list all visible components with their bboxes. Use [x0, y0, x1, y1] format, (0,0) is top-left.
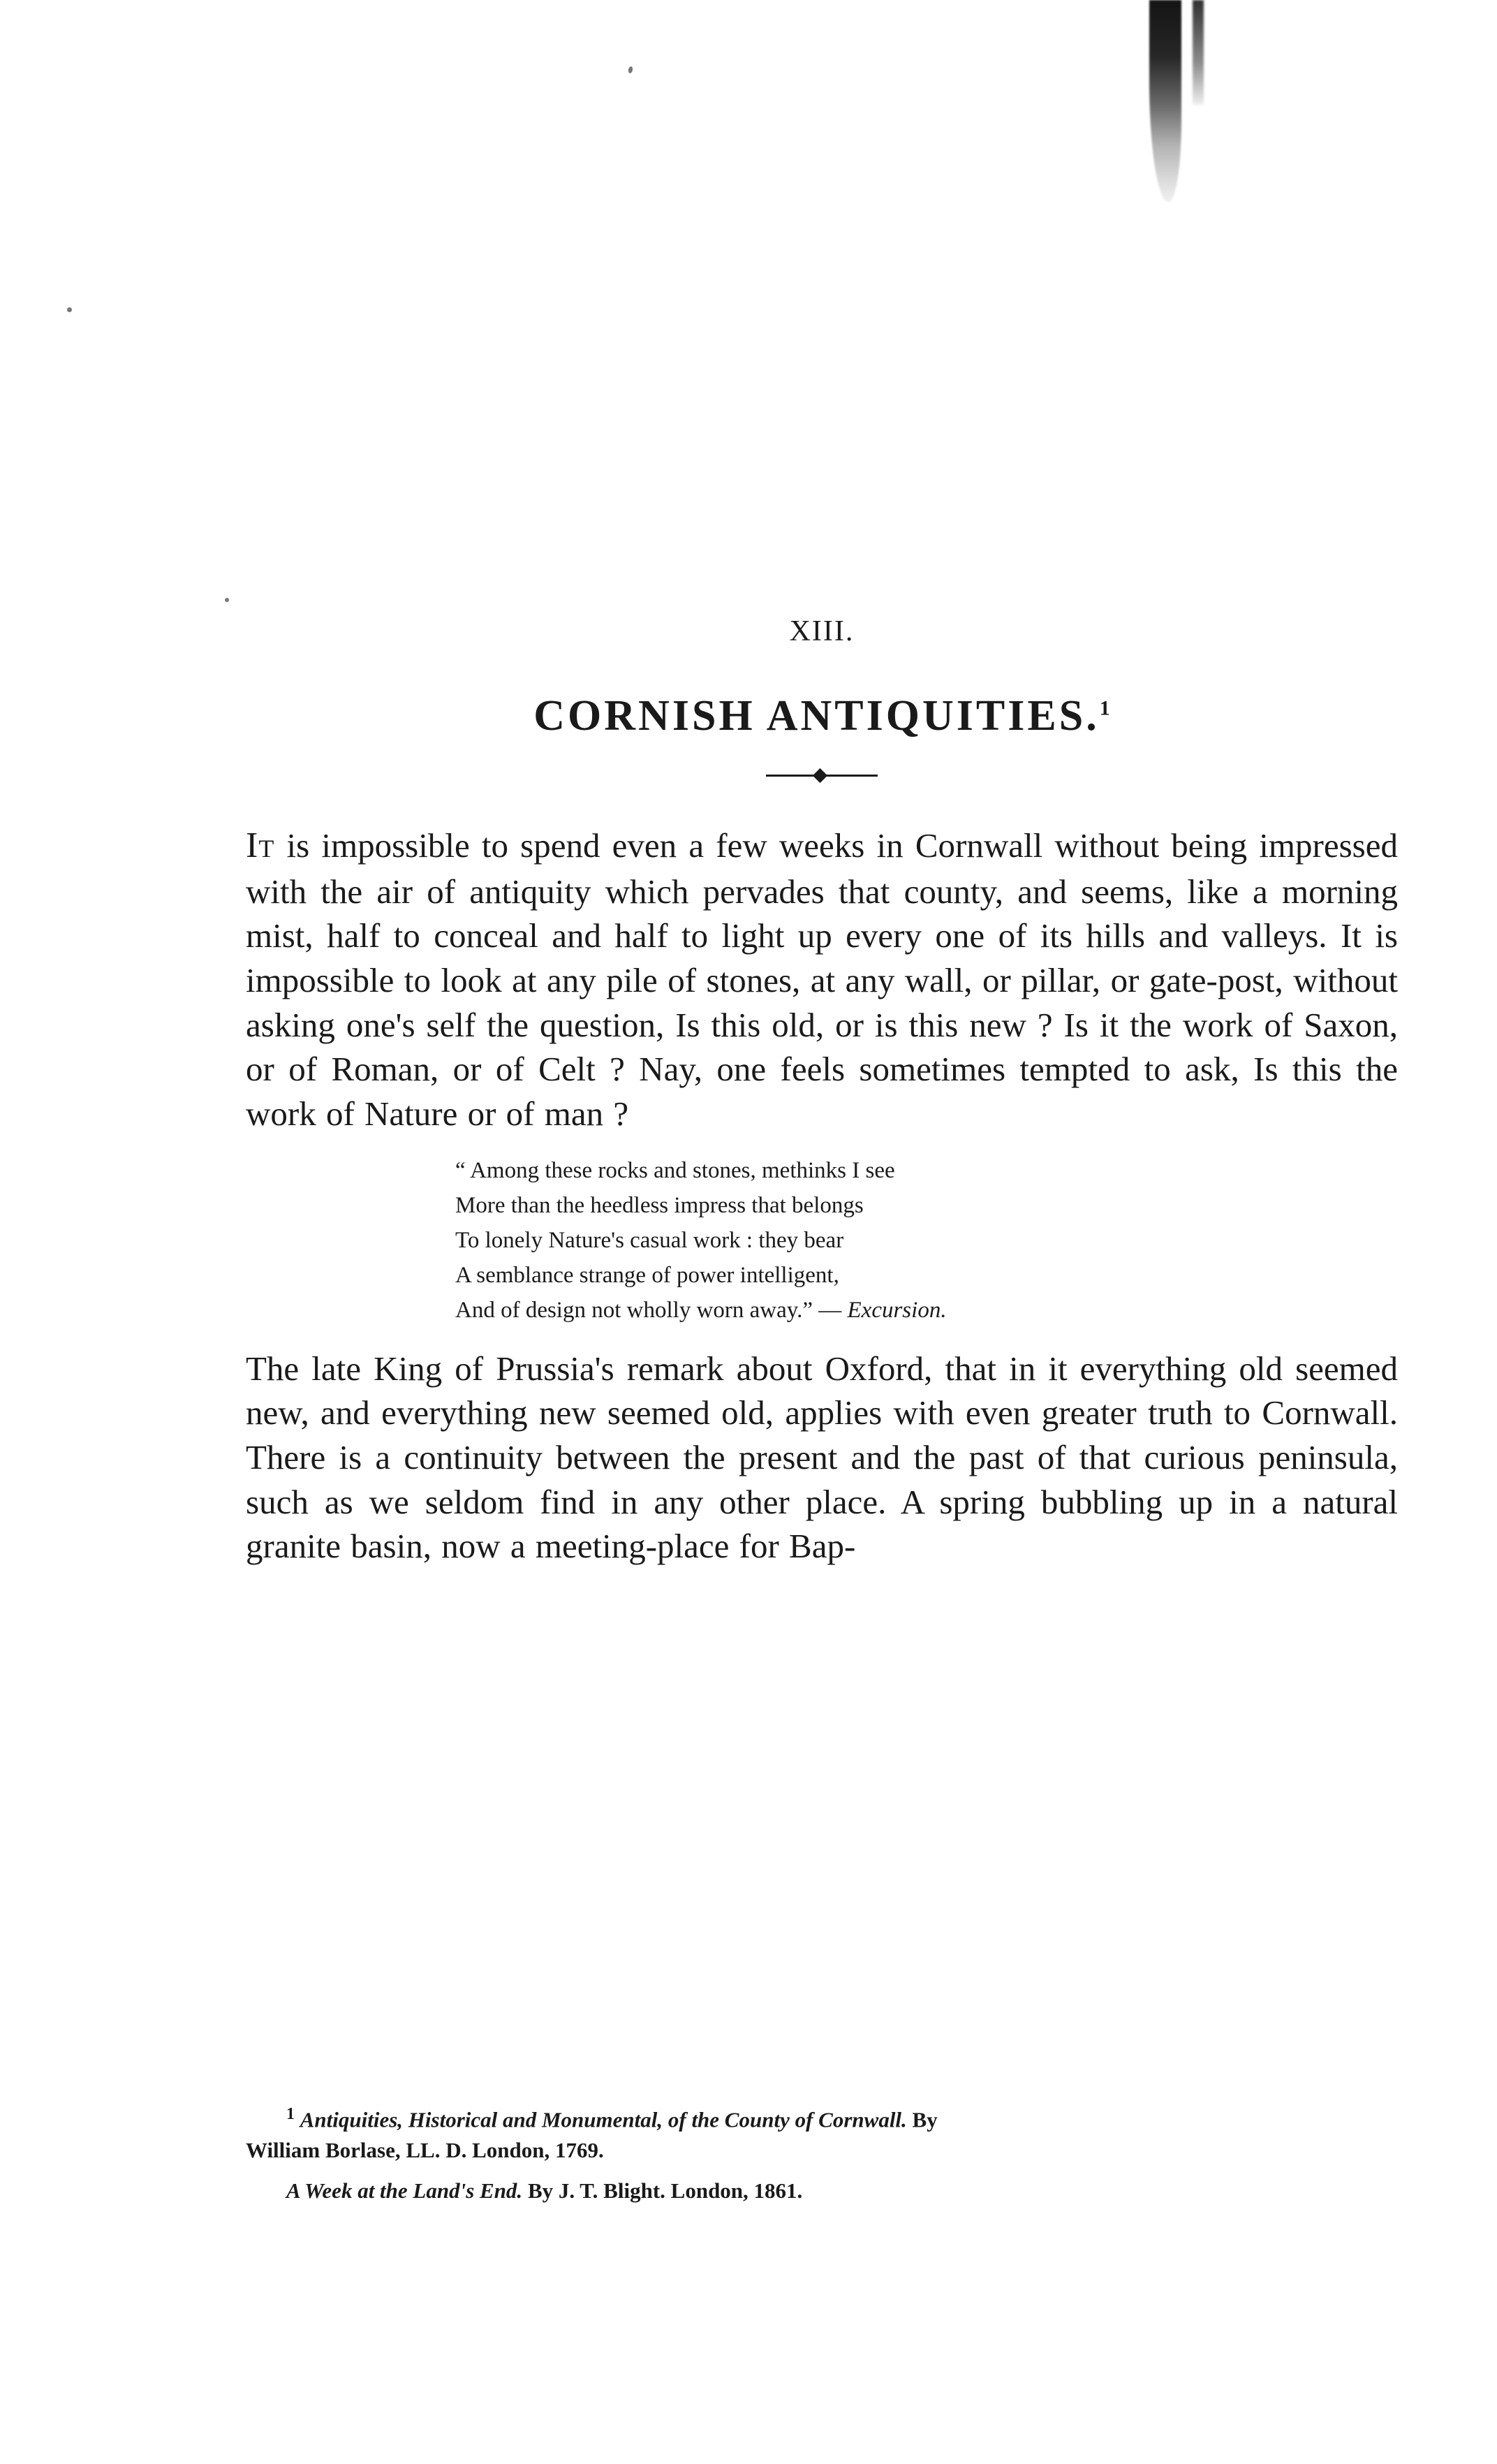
title-footnote-marker: 1 — [1099, 696, 1110, 720]
quote-line-text: And of design not wholly worn away.” — — [455, 1298, 848, 1323]
footnote-line-1 — [246, 2102, 1398, 2135]
quote-source: Excursion. — [847, 1298, 947, 1323]
footnote-line-1-tail: By — [906, 2107, 938, 2132]
scan-speck — [67, 307, 72, 312]
quote-line: A semblance strange of power intelligent, — [455, 1263, 839, 1289]
footnote-line-2: William Borlase, LL. D. London, 1769. — [246, 2138, 604, 2163]
paragraph-first — [246, 822, 1398, 1136]
footnote-block — [246, 2102, 1398, 2206]
footnote-title-italic-2: A Week at the Land's End. — [286, 2178, 523, 2203]
quote-line-last — [455, 1293, 1398, 1328]
quote-line: More than the heedless impress that belongs — [455, 1192, 864, 1218]
footnote-line-3-tail: By J. T. Blight. London, 1861. — [522, 2178, 803, 2203]
paragraph-second — [246, 1347, 1398, 1569]
block-quotation — [246, 1153, 1398, 1328]
chapter-title-text: CORNISH ANTIQUITIES. — [533, 692, 1100, 740]
quote-line: To lonely Nature's casual work : they bear — [455, 1228, 844, 1254]
paragraph-text: The late King of Prussia's remark about Oxford, that in it everything old seemed new, and everything new seemed old, applies with even greater truth to Cornwall. There is a continuity between the present and the past of that curious peninsula, such as we seldom find in any other place. A spring bubbling up in a natural granite basin, now a meeting-place for Bap- — [246, 1349, 1398, 1566]
ornamental-divider — [766, 766, 878, 784]
chapter-number: XIII. — [789, 615, 855, 647]
scan-edge-artifact-secondary — [1193, 0, 1204, 105]
paragraph-text: is impossible to spend even a few weeks in Cornwall without being impressed with the air of antiquity which pervades that county, and seems, like a morning mist, half to conceal and half to light up every one of its hills and valleys. It is impossible to look at any pile of stones, at any wall, or pillar, or gate-post, without asking one's self the question, Is this old, or is this new ? Is it the work of Saxon, or of Roman, or of Celt ? Nay, one feels sometimes tempted to ask, Is this the work of Nature or of man ? — [246, 826, 1398, 1134]
scan-edge-artifact — [1149, 0, 1181, 203]
page-title — [246, 691, 1398, 741]
scan-speck — [628, 66, 633, 73]
footnote-line-3 — [246, 2176, 1398, 2206]
page-content — [246, 615, 1398, 1569]
scan-speck — [225, 598, 229, 602]
footnote-title-italic: Antiquities, Historical and Monumental, of the County of Cornwall. — [300, 2107, 907, 2132]
paragraph-lead-smallcaps: It — [246, 826, 275, 865]
quote-line: “ Among these rocks and stones, methinks I see — [455, 1157, 895, 1183]
footnote-marker: 1 — [286, 2105, 295, 2123]
